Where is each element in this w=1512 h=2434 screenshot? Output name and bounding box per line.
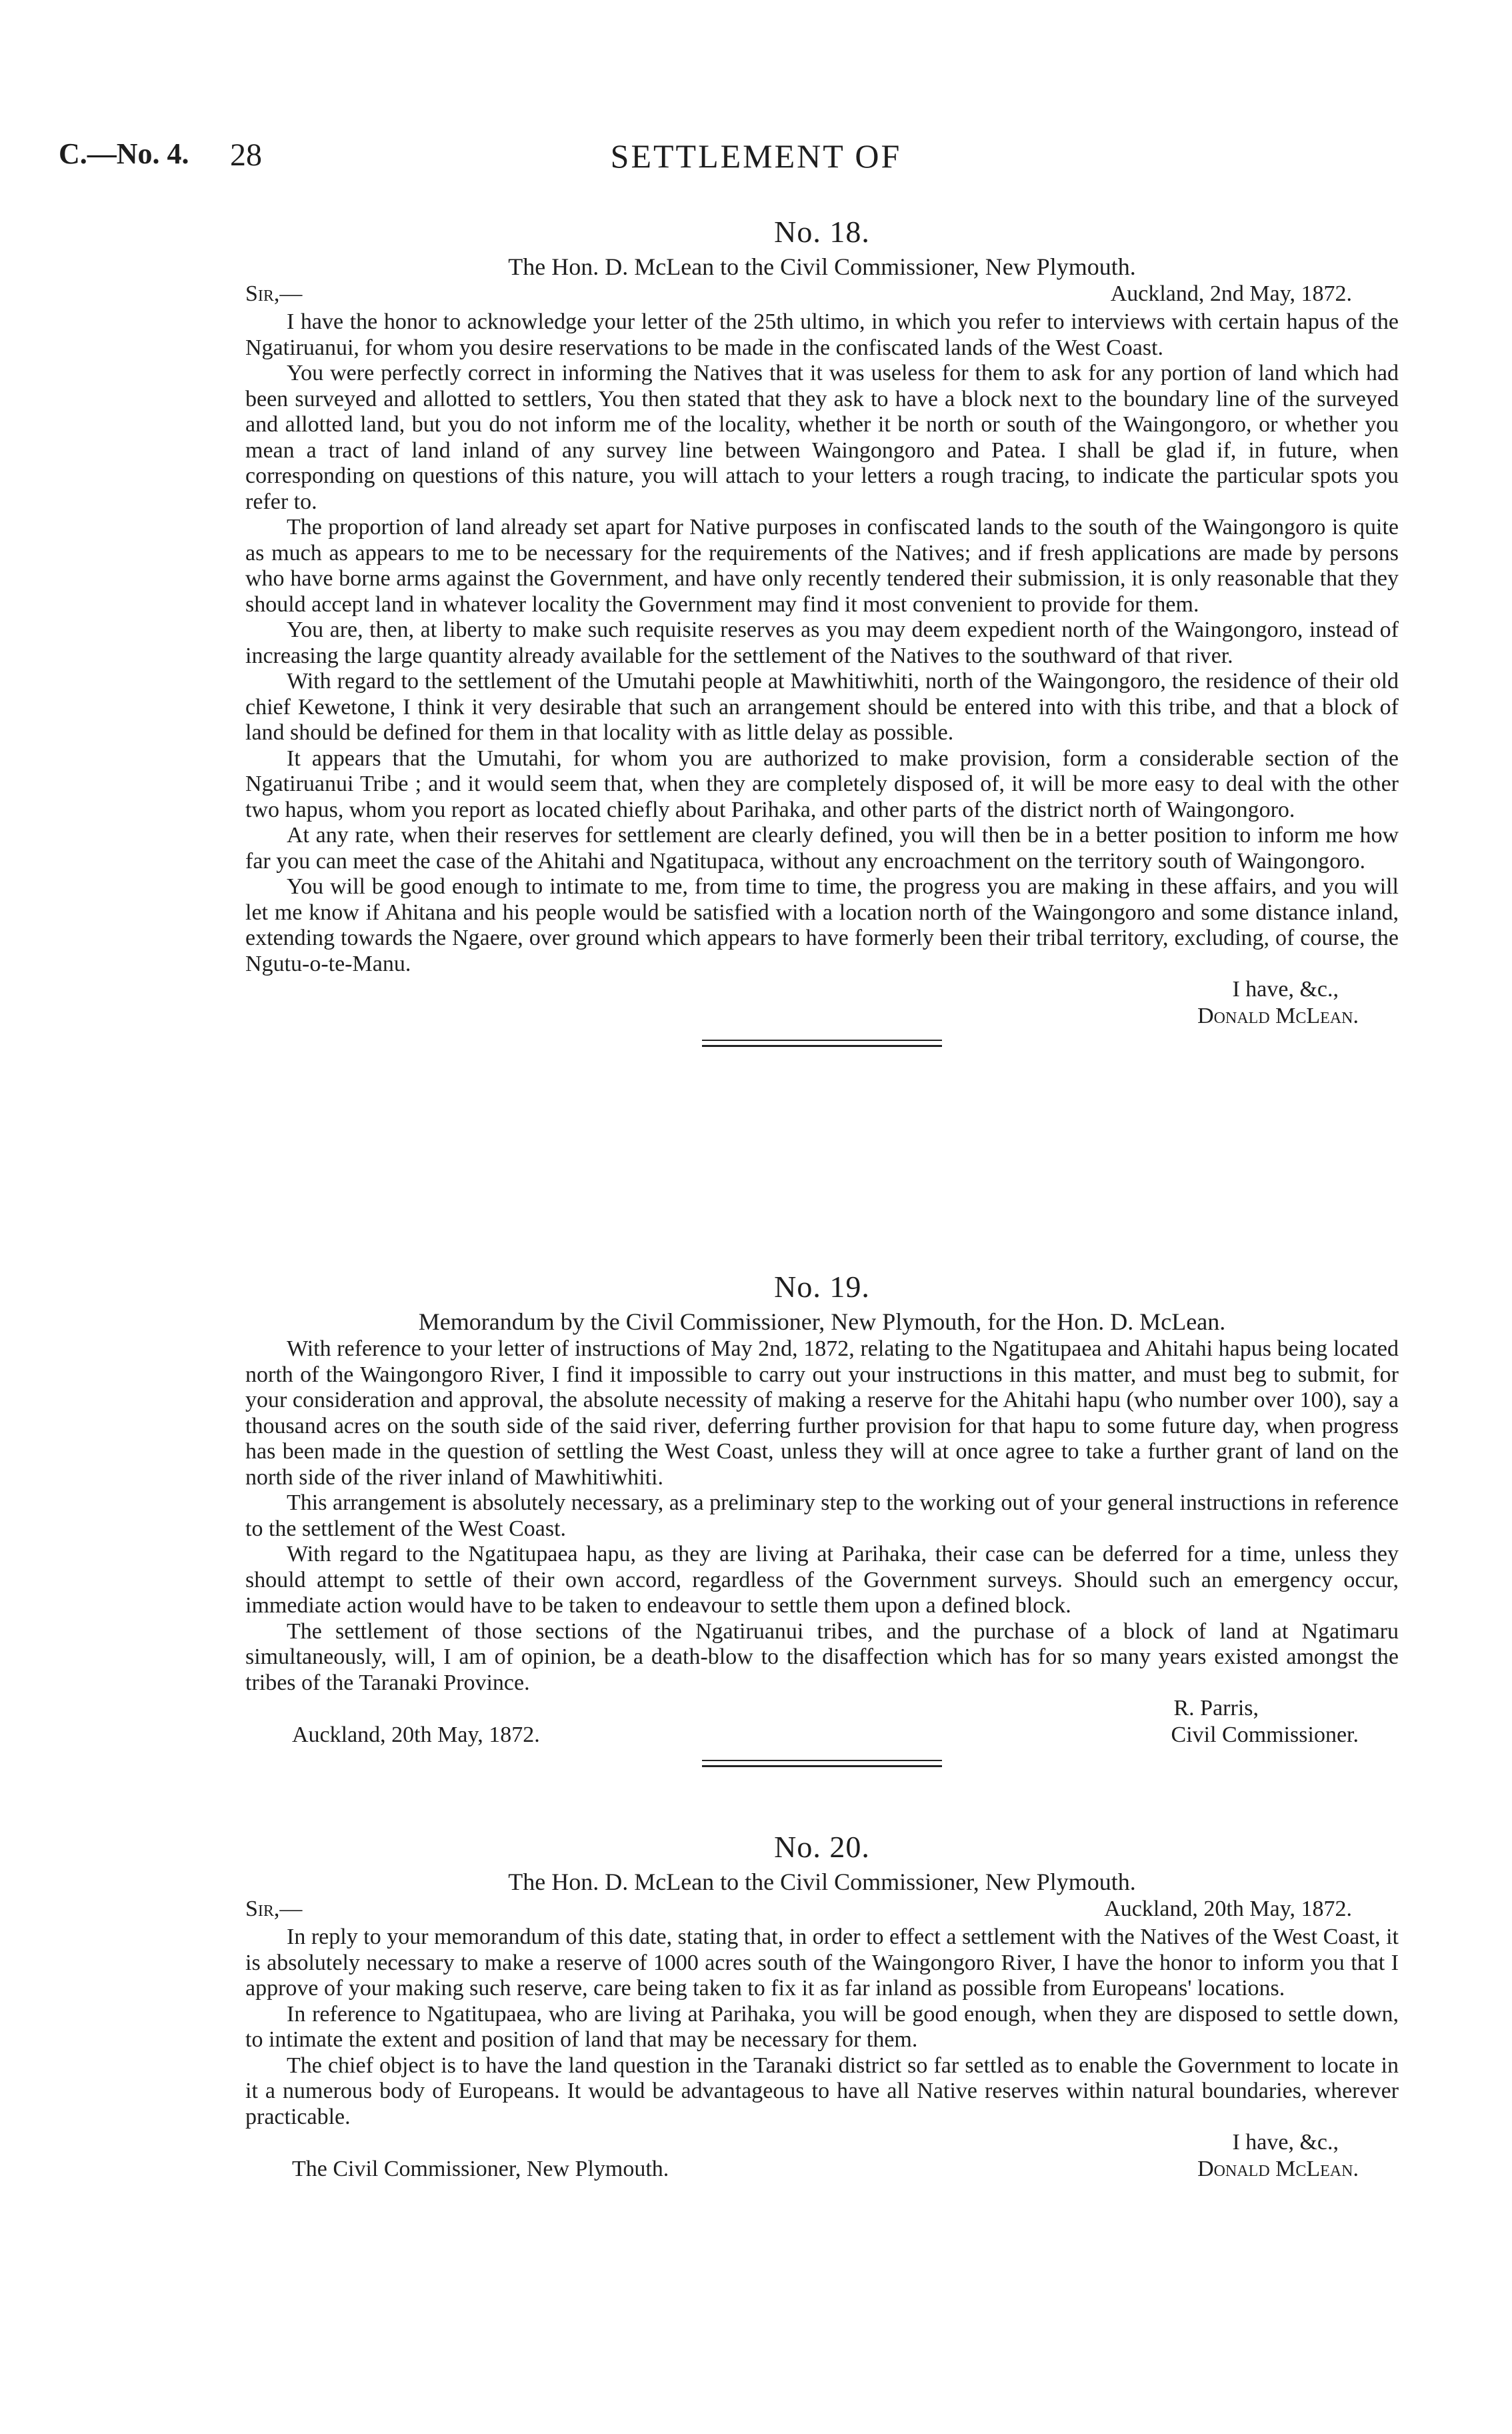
paragraph: You are, then, at liberty to make such requisite reserves as you may deem expedient north of the Waingongoro, instead of increasing the large quantity already available for the settlement of the Natives to the southward of that river. [245, 618, 1399, 668]
paragraph: I have the honor to acknowledge your letter of the 25th ultimo, in which you refer to interviews with certain hapus of the Ngatiruanui, for whom you desire reservations to be made in the confiscated lands of the West Coast. [245, 309, 1399, 360]
memorandum-heading: Memorandum by the Civil Commissioner, New Plymouth, for the Hon. D. McLean. [418, 1308, 1226, 1335]
place-date: Auckland, 20th May, 1872. [292, 1722, 540, 1747]
paragraph: This arrangement is absolutely necessary, as a preliminary step to the working out of your general instructions in reference to the settlement of the West Coast. [245, 1490, 1399, 1541]
section-divider [702, 1760, 942, 1767]
paragraph: You were perfectly correct in informing the Natives that it was useless for them to ask for any portion of land which had been surveyed and allotted to settlers, You then stated that they ask to have a block next to the boundary line of the surveyed and allotted land, but you do not inform me of the locality, whether it be north or south of the Waingongoro, or whether you mean a tract of land inland of any survey line between Waingongoro and Patea. I shall be glad if, in future, when corresponding on questions of this nature, you will attach to your letters a rough tracing, to indicate the particular spots you refer to. [245, 361, 1399, 514]
signature: Donald McLean. [1197, 2157, 1359, 2181]
memorandum-no-19 [245, 1267, 1399, 1776]
place-date-row [245, 1722, 1399, 1750]
paragraph: With regard to the Ngatitupaea hapu, as they are living at Parihaka, their case can be deferred for a time, unless they should attempt to settle of their own accord, regardless of the Government surveys. Should such an emergency occur, immediate action would have to be taken to endeavour to settle them upon a defined block. [245, 1542, 1399, 1618]
paragraph: The proportion of land already set apart for Native purposes in confiscated lands to the south of the Waingongoro is quite as much as appears to me to be necessary for the requirements of the Natives; and if fresh applications are made by persons who have borne arms against the Government, and have only recently tendered their submission, it is only reasonable that they should accept land in whatever locality the Government may find it most convenient to provide for them. [245, 515, 1399, 617]
paragraph: With reference to your letter of instructions of May 2nd, 1872, relating to the Ngatitupaea and Ahitahi hapus being located north of the Waingongoro River, I find it impossible to carry out your instructions in this matter, and must beg to submit, for your consideration and approval, the absolute necessity of making a reserve for the Ahitahi hapu (who number over 100), say a thousand acres on the south side of the said river, deferring further provision for that hapu to some future day, when progress has been made in the question of settling the West Coast, unless they will at once agree to take a further grant of land on the north side of the river inland of Mawhitiwhiti. [245, 1336, 1399, 1490]
place-date: Auckland, 2nd May, 1872. [1110, 281, 1352, 306]
closing-row [245, 2130, 1399, 2157]
document-number: No. 20. [774, 1830, 870, 1864]
section-divider [702, 1040, 942, 1047]
addressee-row [245, 2157, 1399, 2185]
signature: R. Parris, [1173, 1696, 1259, 1720]
letter-heading: The Hon. D. McLean to the Civil Commissioner, New Plymouth. [508, 253, 1136, 280]
signature-row [245, 1696, 1399, 1722]
signature-title: Civil Commissioner. [1171, 1722, 1359, 1747]
signature: Donald McLean. [1197, 1004, 1359, 1028]
paragraph: The settlement of those sections of the Ngatiruanui tribes, and the purchase of a block of land at Ngatimaru simultaneously, will, I am of opinion, be a death-blow to the disaffection which has for so many years existed amongst the tribes of the Taranaki Province. [245, 1618, 1399, 1695]
paragraph: The chief object is to have the land question in the Taranaki district so far settled as to enable the Government to locate in it a numerous body of Europeans. It would be advantageous to have all Native reserves within natural boundaries, wherever practicable. [245, 2053, 1399, 2129]
document-reference: C.—No. 4. [59, 137, 189, 170]
salutation: Sir,— [245, 1897, 303, 1921]
paragraph: It appears that the Umutahi, for whom you are authorized to make provision, form a considerable section of the Ngatiruanui Tribe ; and it would seem that, when they are completely disposed of, it will be more easy to deal with the other two hapus, whom you report as located chiefly about Parihaka, and other parts of the district north of Waingongoro. [245, 746, 1399, 822]
paragraph: In reference to Ngatitupaea, who are living at Parihaka, you will be good enough, when they are disposed to settle down, to intimate the extent and position of land that may be necessary for them. [245, 2001, 1399, 2052]
salutation-row [245, 1897, 1399, 1925]
closing: I have, &c., [1232, 2130, 1339, 2155]
page-header [0, 137, 1512, 197]
salutation-row [245, 281, 1399, 309]
closing-row [245, 977, 1399, 1004]
paragraph: In reply to your memorandum of this date, stating that, in order to effect a settlement with the Natives of the West Coast, it is absolutely necessary to make a reserve of 1000 acres south of the Waingongoro River, I have the honor to inform you that I approve of your making such reserve, care being taken to fix it as far inland as possible from Europeans' locations. [245, 1925, 1399, 2001]
paragraph: With regard to the settlement of the Umutahi people at Mawhitiwhiti, north of the Waingongoro, the residence of their old chief Kewetone, I think it very desirable that such an arrangement should be entered into with this tribe, and that a block of land should be defined for them in that locality with as little delay as possible. [245, 669, 1399, 745]
signature-row [245, 1004, 1399, 1030]
paragraph: You will be good enough to intimate to me, from time to time, the progress you are making in these affairs, and you will let me know if Ahitana and his people would be satisfied with a location north of the Waingongoro and some distance inland, extending towards the Ngaere, over ground which appears to have formerly been their tribal territory, excluding, of course, the Ngutu-o-te-Manu. [245, 874, 1399, 976]
salutation: Sir,— [245, 281, 303, 306]
page-number: 28 [230, 137, 262, 173]
document-number: No. 19. [774, 1270, 870, 1304]
closing: I have, &c., [1232, 977, 1339, 1002]
addressee: The Civil Commissioner, New Plymouth. [292, 2157, 669, 2181]
letter-no-20 [245, 1827, 1399, 2185]
letter-heading: The Hon. D. McLean to the Civil Commissioner, New Plymouth. [508, 1869, 1136, 1895]
letter-no-18 [245, 212, 1399, 1056]
running-title: SETTLEMENT OF [610, 137, 902, 175]
document-number: No. 18. [774, 215, 870, 249]
paragraph: At any rate, when their reserves for settlement are clearly defined, you will then be in a better position to inform me how far you can meet the case of the Ahitahi and Ngatitupaca, without any encroachment on the territory south of Waingongoro. [245, 823, 1399, 874]
place-date: Auckland, 20th May, 1872. [1104, 1897, 1352, 1921]
